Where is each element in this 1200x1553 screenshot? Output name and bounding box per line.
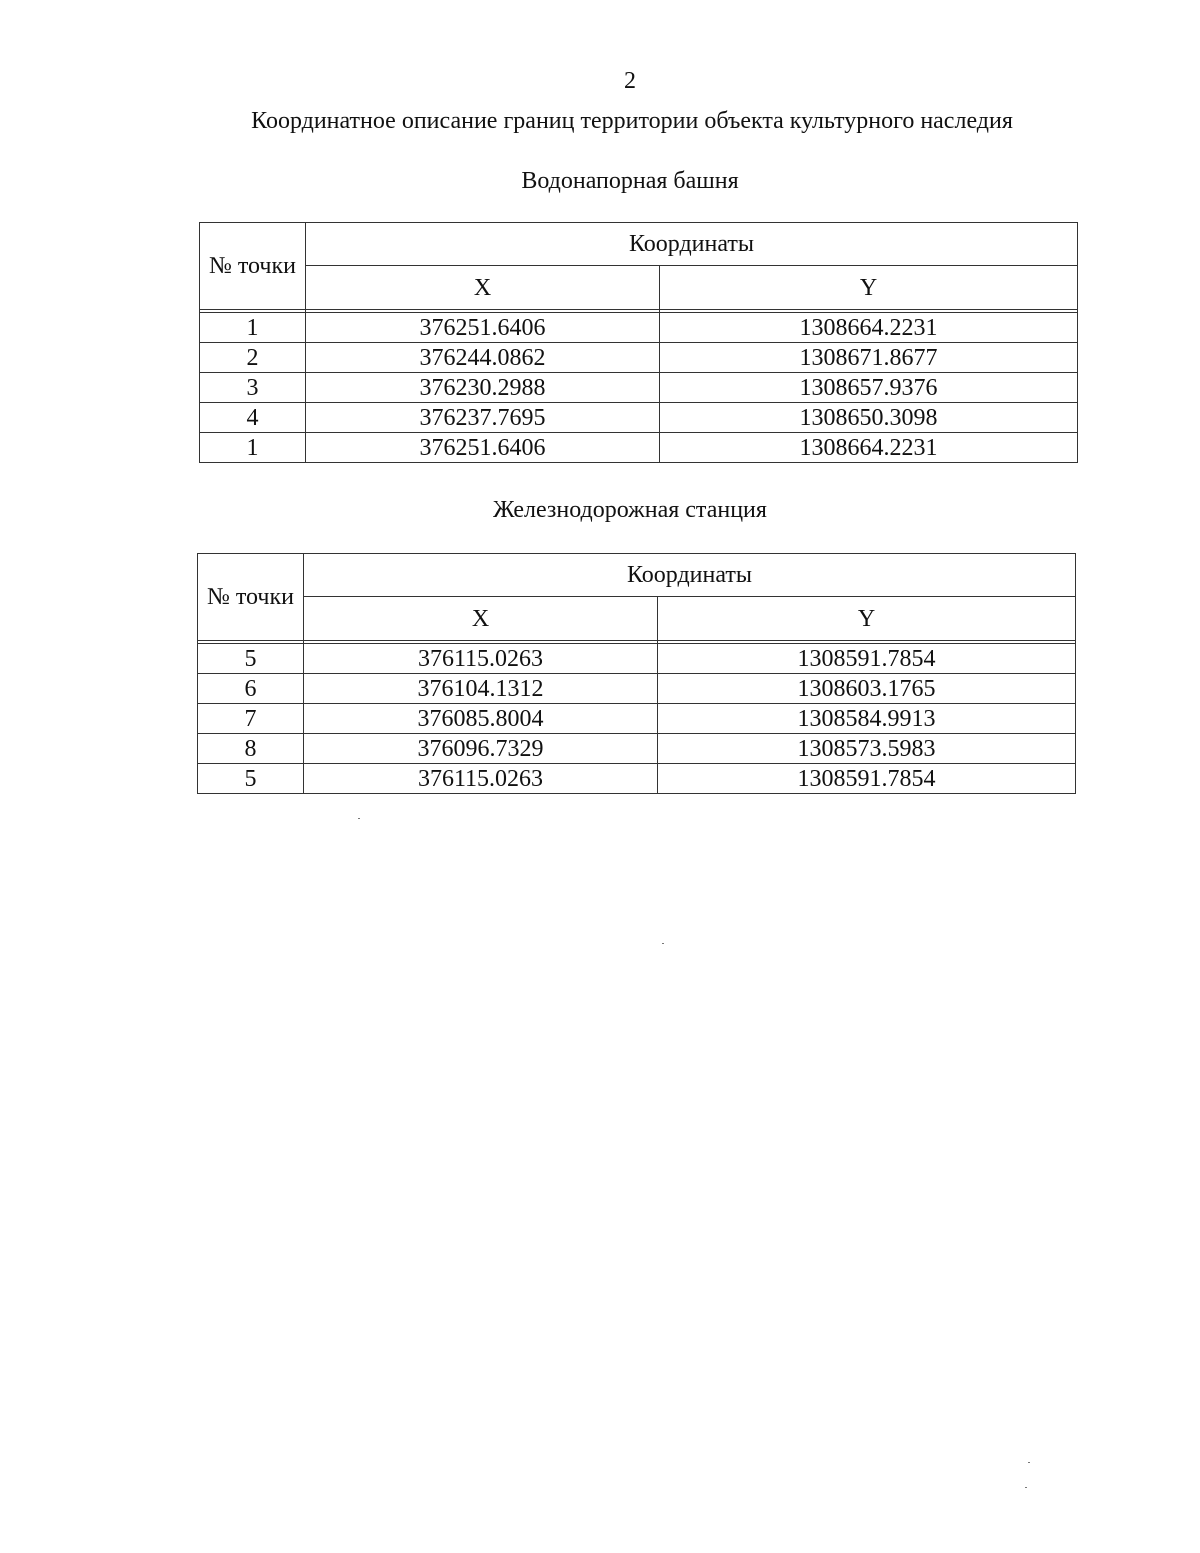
scan-speck [1028, 1462, 1030, 1463]
y-value: 1308603.1765 [658, 674, 1076, 704]
point-number: 3 [200, 373, 306, 403]
coordinates-table-railway-station [197, 553, 1076, 794]
table-row [198, 644, 1076, 674]
x-value: 376115.0263 [304, 644, 658, 674]
x-value: 376251.6406 [306, 313, 660, 343]
y-value: 1308591.7854 [658, 644, 1076, 674]
scan-speck [662, 943, 664, 944]
x-value: 376237.7695 [306, 403, 660, 433]
table-row [198, 734, 1076, 764]
table-row [200, 403, 1078, 433]
scan-speck [358, 818, 360, 819]
page-number: 2 [624, 68, 636, 94]
y-value: 1308664.2231 [660, 433, 1078, 463]
table-row [198, 674, 1076, 704]
table-row [200, 433, 1078, 463]
point-number: 4 [200, 403, 306, 433]
point-number: 1 [200, 313, 306, 343]
section-title-water-tower: Водонапорная башня [521, 168, 739, 194]
point-number: 5 [198, 764, 304, 794]
x-value: 376096.7329 [304, 734, 658, 764]
y-value: 1308664.2231 [660, 313, 1078, 343]
table-row [198, 704, 1076, 734]
x-value: 376251.6406 [306, 433, 660, 463]
scan-speck [1025, 1487, 1027, 1488]
coordinates-header: Координаты [306, 223, 1078, 266]
coordinates-table-water-tower [199, 222, 1078, 463]
point-number: 2 [200, 343, 306, 373]
point-number: 1 [200, 433, 306, 463]
x-value: 376104.1312 [304, 674, 658, 704]
document-title: Координатное описание границ территории объекта культурного наследия [251, 108, 1013, 134]
table-row [200, 313, 1078, 343]
table-row [198, 764, 1076, 794]
y-value: 1308573.5983 [658, 734, 1076, 764]
y-value: 1308584.9913 [658, 704, 1076, 734]
point-number: 8 [198, 734, 304, 764]
y-value: 1308591.7854 [658, 764, 1076, 794]
point-number-header: № точки [198, 554, 304, 641]
coordinates-header: Координаты [304, 554, 1076, 597]
x-value: 376085.8004 [304, 704, 658, 734]
x-header: X [306, 266, 660, 310]
y-value: 1308657.9376 [660, 373, 1078, 403]
point-number: 5 [198, 644, 304, 674]
x-value: 376244.0862 [306, 343, 660, 373]
point-number: 7 [198, 704, 304, 734]
y-header: Y [658, 597, 1076, 641]
y-value: 1308650.3098 [660, 403, 1078, 433]
section-title-railway-station: Железнодорожная станция [493, 497, 767, 523]
y-header: Y [660, 266, 1078, 310]
y-value: 1308671.8677 [660, 343, 1078, 373]
x-value: 376115.0263 [304, 764, 658, 794]
point-number: 6 [198, 674, 304, 704]
x-header: X [304, 597, 658, 641]
table-row [200, 343, 1078, 373]
table-row [200, 373, 1078, 403]
point-number-header: № точки [200, 223, 306, 310]
x-value: 376230.2988 [306, 373, 660, 403]
